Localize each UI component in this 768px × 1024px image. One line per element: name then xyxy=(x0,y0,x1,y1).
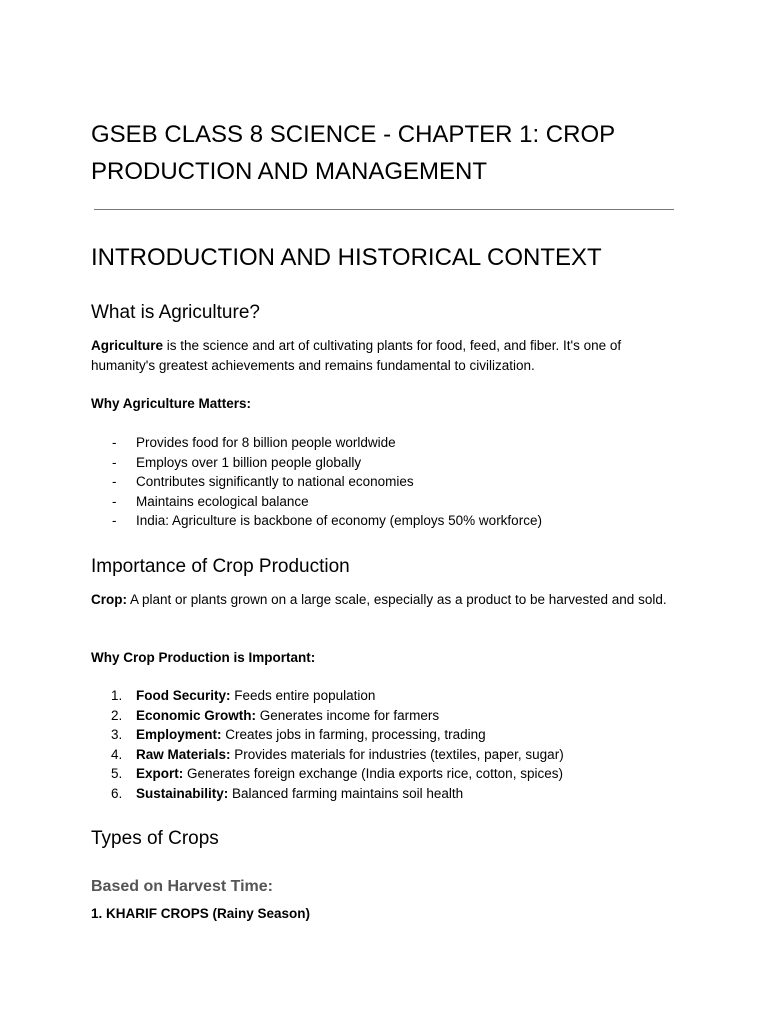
list-item-term: Raw Materials: xyxy=(136,746,231,762)
list-item xyxy=(0,453,700,473)
bullet-dash: - xyxy=(112,454,117,470)
list-item-text: Employs over 1 billion people globally xyxy=(136,454,362,470)
agriculture-definition xyxy=(91,336,671,375)
list-item xyxy=(0,433,700,453)
kharif-crops-label: 1. KHARIF CROPS (Rainy Season) xyxy=(91,906,311,921)
list-number: 4. xyxy=(111,746,123,762)
section-heading-introduction: INTRODUCTION AND HISTORICAL CONTEXT xyxy=(91,244,602,271)
why-agriculture-matters-label: Why Agriculture Matters: xyxy=(91,396,252,411)
crop-importance-numbered-list xyxy=(0,686,700,803)
list-number: 1. xyxy=(111,688,123,703)
list-item xyxy=(0,784,700,804)
list-item xyxy=(0,472,700,492)
bullet-dash: - xyxy=(112,474,117,489)
document-title: GSEB CLASS 8 SCIENCE - CHAPTER 1: CROP PRODUCTION AND MANAGEMENT xyxy=(91,121,615,185)
list-item-text: Generates foreign exchange (India exports rice, cotton, spices) xyxy=(183,766,563,781)
heading-what-is-agriculture: What is Agriculture? xyxy=(91,302,260,323)
list-number: 3. xyxy=(111,727,123,742)
list-item xyxy=(0,686,700,706)
list-item-term: Export: xyxy=(136,766,184,781)
subheading-based-on-harvest-time: Based on Harvest Time: xyxy=(91,878,273,895)
list-item-term: Food Security: xyxy=(136,688,231,703)
bullet-dash: - xyxy=(112,435,117,450)
list-item-term: Economic Growth: xyxy=(136,707,257,723)
list-item-text: Provides materials for industries (textiles, paper, sugar) xyxy=(230,746,564,762)
bullet-dash: - xyxy=(112,513,117,528)
list-item-text: Feeds entire population xyxy=(230,688,376,703)
crop-term: Crop: xyxy=(91,592,127,607)
list-item-text: Balanced farming maintains soil health xyxy=(228,785,464,801)
list-item-text: Maintains ecological balance xyxy=(136,493,309,509)
agriculture-term: Agriculture xyxy=(91,338,164,353)
list-item xyxy=(0,492,700,512)
agriculture-definition-text: is the science and art of cultivating plants for food, feed, and fiber. It's one of humanity's greatest achievements and remains fundamental to civilization. xyxy=(91,338,622,373)
horizontal-rule xyxy=(94,209,674,210)
list-item-text: Provides food for 8 billion people worldwide xyxy=(136,435,396,450)
why-crop-production-important-label: Why Crop Production is Important: xyxy=(91,650,316,665)
list-number: 5. xyxy=(111,766,123,781)
list-item-text: India: Agriculture is backbone of economy (employs 50% workforce) xyxy=(136,513,542,528)
heading-importance-of-crop-production: Importance of Crop Production xyxy=(91,556,350,577)
list-item xyxy=(0,745,700,765)
list-item-term: Employment: xyxy=(136,727,222,742)
list-item xyxy=(0,725,700,745)
list-item-text: Creates jobs in farming, processing, trading xyxy=(221,727,486,742)
list-item xyxy=(0,706,700,726)
crop-definition xyxy=(91,590,671,610)
agriculture-bullet-list xyxy=(0,433,700,531)
list-item-text: Generates income for farmers xyxy=(256,707,440,723)
crop-definition-text: A plant or plants grown on a large scale, especially as a product to be harvested and sold. xyxy=(127,592,667,607)
list-number: 2. xyxy=(111,707,123,723)
list-item-term: Sustainability: xyxy=(136,785,229,801)
list-item-text: Contributes significantly to national economies xyxy=(136,474,414,489)
bullet-dash: - xyxy=(112,493,117,509)
heading-types-of-crops: Types of Crops xyxy=(91,828,219,849)
list-number: 6. xyxy=(111,785,123,801)
list-item xyxy=(0,764,700,784)
list-item xyxy=(0,511,700,531)
